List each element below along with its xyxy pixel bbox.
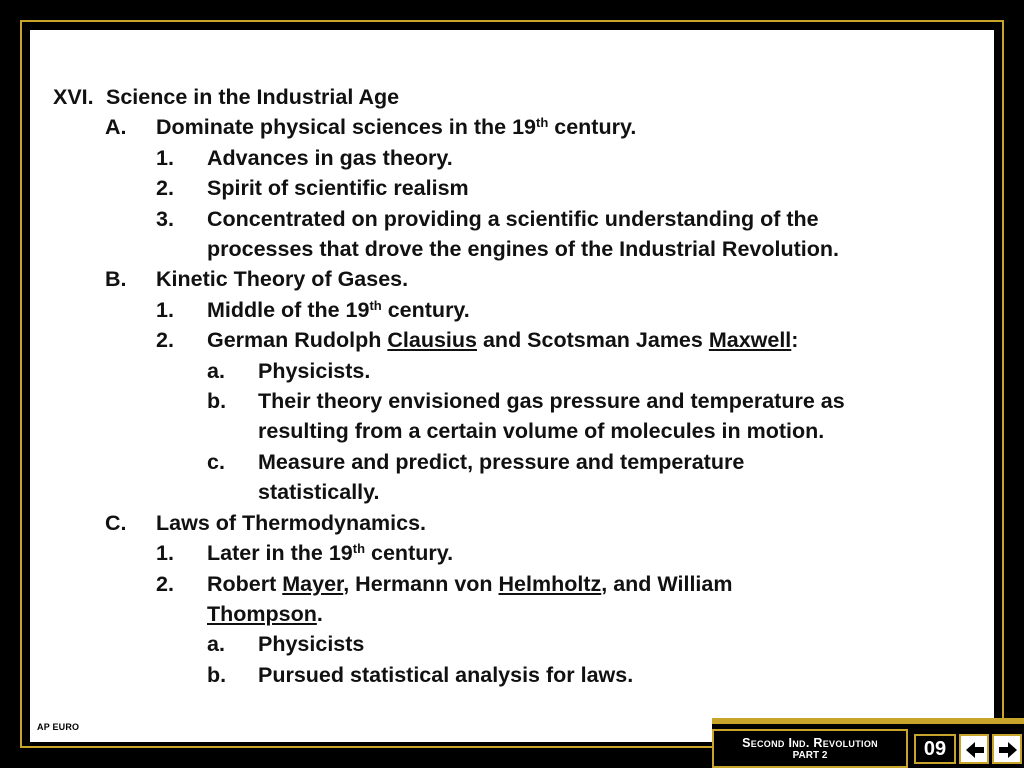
outline-text [30, 234, 994, 264]
text-run: Robert [207, 571, 283, 596]
outline-marker: 2. [156, 176, 174, 201]
underlined-name: Helmholtz [498, 571, 602, 596]
outline-marker: XVI. [53, 85, 94, 109]
text-run: . [316, 601, 323, 626]
outline-text [30, 204, 994, 234]
outline-text [30, 477, 994, 507]
outline-text [30, 112, 994, 142]
outline-item [30, 295, 994, 325]
text-run: Later in the 19 [207, 541, 353, 566]
outline-text [30, 447, 994, 477]
outline-item [30, 82, 994, 112]
chapter-title: Second Ind. Revolution [742, 736, 878, 750]
text-run: century. [548, 115, 637, 140]
text-run: Pursued statistical analysis for laws. [258, 662, 634, 687]
outline-text [30, 508, 994, 538]
text-run: statistically. [258, 480, 380, 505]
outline-marker: 3. [156, 206, 174, 231]
outline-text [30, 569, 994, 599]
outline-item [30, 112, 994, 142]
page-number: 09 [914, 734, 956, 764]
outline-item [30, 386, 994, 416]
outline-marker: C. [105, 510, 127, 535]
text-run: Concentrated on providing a scientific understanding of the [207, 206, 819, 231]
outline-item [30, 538, 994, 568]
text-run: Science in the Industrial Age [106, 85, 400, 109]
outline-marker: a. [207, 632, 225, 657]
course-label: AP EURO [37, 722, 80, 732]
outline-item [30, 325, 994, 355]
text-run: Their theory envisioned gas pressure and temperature as [258, 389, 845, 414]
text-run: Measure and predict, pressure and temperature [258, 449, 745, 474]
outline-item [30, 416, 994, 446]
outline-item [30, 599, 994, 629]
outline-text [30, 386, 994, 416]
text-run: and Scotsman James [477, 328, 709, 353]
outline-marker: a. [207, 358, 225, 383]
text-run: Laws of Thermodynamics. [156, 510, 427, 535]
outline-item [30, 477, 994, 507]
outline-marker: 2. [156, 571, 174, 596]
text-run: : [791, 328, 799, 353]
next-slide-button[interactable] [992, 734, 1022, 764]
outline-item [30, 234, 994, 264]
text-run: German Rudolph [207, 328, 388, 353]
outline-item [30, 660, 994, 690]
outline-text [30, 173, 994, 203]
text-run: Physicists [258, 632, 365, 657]
ordinal-superscript: th [352, 541, 366, 557]
outline-marker: b. [207, 662, 227, 687]
outline-text [30, 629, 994, 659]
text-run: Physicists. [258, 358, 371, 383]
outline-text [30, 325, 994, 355]
arrow-left-icon [964, 739, 986, 761]
text-run: Middle of the 19 [207, 297, 370, 322]
outline-text [30, 660, 994, 690]
chapter-subtitle: PART 2 [792, 750, 828, 761]
underlined-name: Clausius [387, 328, 477, 353]
slide-content-area [30, 30, 994, 742]
outline-marker: b. [207, 389, 227, 414]
outline-text [30, 599, 994, 629]
outline-item [30, 173, 994, 203]
text-run: Kinetic Theory of Gases. [156, 267, 409, 292]
outline-item [30, 447, 994, 477]
text-run: Spirit of scientific realism [207, 176, 469, 201]
text-run: processes that drove the engines of the Industrial Revolution. [207, 237, 839, 262]
outline-marker: A. [105, 115, 127, 140]
slide-outline [30, 82, 994, 690]
outline-text [30, 264, 994, 294]
outline-text [30, 356, 994, 386]
outline-item [30, 508, 994, 538]
text-run: Advances in gas theory. [207, 145, 453, 170]
outline-text [30, 416, 994, 446]
text-run: , and William [601, 571, 733, 596]
text-run: , Hermann von [343, 571, 499, 596]
outline-marker: c. [207, 449, 225, 474]
outline-text [30, 82, 994, 112]
outline-marker: 1. [156, 541, 174, 566]
outline-item [30, 569, 994, 599]
underlined-name: Thompson [207, 601, 317, 626]
underlined-name: Mayer [282, 571, 344, 596]
outline-marker: 1. [156, 297, 174, 322]
outline-item [30, 143, 994, 173]
underlined-name: Maxwell [708, 328, 792, 353]
outline-text [30, 143, 994, 173]
ordinal-superscript: th [536, 115, 549, 131]
arrow-right-icon [997, 739, 1019, 761]
text-run: resulting from a certain volume of molecules in motion. [258, 419, 825, 444]
previous-slide-button[interactable] [959, 734, 989, 764]
outline-item [30, 356, 994, 386]
text-run: Dominate physical sciences in the 19 [156, 115, 536, 140]
outline-marker: 1. [156, 145, 174, 170]
outline-item [30, 264, 994, 294]
outline-text [30, 295, 994, 325]
footer-accent-stripe [712, 718, 1024, 724]
text-run: century. [381, 297, 470, 322]
ordinal-superscript: th [369, 297, 382, 313]
outline-marker: B. [105, 267, 127, 292]
chapter-title-box [712, 729, 908, 768]
outline-item [30, 204, 994, 234]
text-run: century. [365, 541, 454, 566]
outline-marker: 2. [156, 328, 174, 353]
outline-item [30, 629, 994, 659]
outline-text [30, 538, 994, 568]
